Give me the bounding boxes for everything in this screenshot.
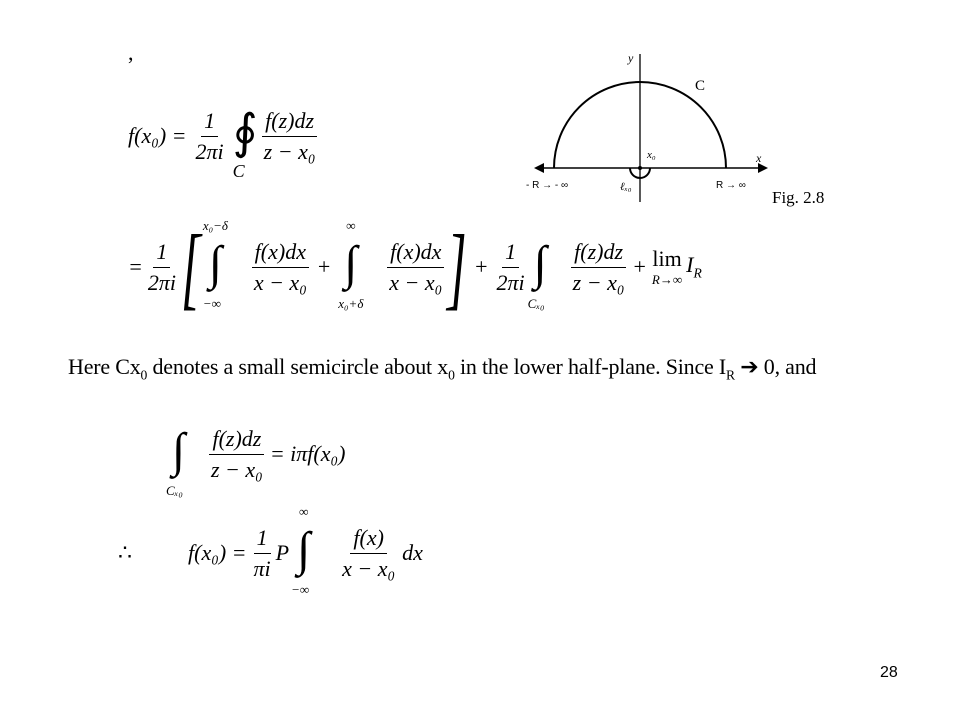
eq4-integral	[291, 504, 321, 597]
explanation-sentence	[68, 354, 816, 383]
eq2-integral-1	[202, 218, 233, 311]
sentence-part-2: denotes a small semicircle about x	[147, 354, 449, 379]
arrow-icon: ➔	[734, 354, 764, 379]
eq2-int1-num: f(x)dx	[252, 239, 309, 268]
right-limit-label: R → ∞	[716, 180, 746, 191]
eq2-integrand-1	[251, 239, 310, 296]
contour-integral-icon: ∮	[232, 106, 258, 159]
contour-c-label: C	[695, 78, 706, 94]
eq1-lhs: f(x₀) =	[128, 123, 187, 148]
x-axis-label: x	[756, 151, 762, 165]
eq1-coef-num: 1	[201, 108, 218, 137]
eq2-coefficient-2	[494, 239, 528, 296]
eq4-int-lower: −∞	[291, 582, 310, 597]
eq2-coef-den: 2πi	[147, 269, 176, 295]
eq2-int1-lower: −∞	[202, 296, 221, 311]
eq2-int2-num: f(x)dx	[387, 239, 444, 268]
eq2-equals: =	[128, 254, 143, 279]
page-number: 28	[880, 664, 898, 681]
eq4-integrand	[339, 525, 398, 582]
pole-point	[638, 166, 642, 170]
small-arc-label: ℓₓ₀	[620, 181, 632, 193]
integral-icon: ∫	[533, 237, 547, 290]
eq4-principal-p: P	[275, 540, 290, 565]
eq1-contour-integral	[231, 101, 258, 181]
eq2-integral-3	[527, 232, 558, 311]
sentence-part-4: 0, and	[763, 354, 817, 379]
eq4-coef-num: 1	[254, 525, 271, 554]
eq3-rhs: = iπf(x₀)	[269, 441, 346, 466]
eq2-lim-sub: R→∞	[651, 272, 683, 287]
sentence-part-3: in the lower half-plane. Since I	[454, 354, 727, 379]
eq3-int-lower: Cₓ₀	[166, 483, 183, 498]
eq2-limit	[652, 246, 682, 288]
eq2-int3-lower: Cₓ₀	[527, 296, 545, 311]
eq2-plus-3: +	[633, 254, 646, 279]
eq1-contour-label: C	[232, 161, 245, 181]
eq3-integral	[166, 419, 196, 498]
eq2-lim-term-main: I	[686, 252, 694, 278]
eq4-den: x − x₀	[342, 555, 396, 581]
eq3-num: f(z)dz	[209, 426, 264, 455]
eq2-int1-den: x − x₀	[253, 269, 307, 295]
eq1-coefficient	[193, 108, 227, 165]
stray-mark: ,	[128, 40, 134, 65]
eq2-int3-num: f(z)dz	[571, 239, 626, 268]
left-bracket-icon: [	[181, 216, 201, 318]
eq2-coef-num: 1	[153, 239, 170, 268]
eq3-integrand	[208, 426, 266, 483]
integral-icon: ∫	[172, 424, 186, 477]
figure-contour	[520, 42, 850, 212]
eq4-int-upper: ∞	[299, 504, 309, 519]
left-arrow-icon	[534, 163, 544, 173]
eq2-integral-2	[338, 218, 368, 311]
eq2-integrand-3	[570, 239, 628, 296]
sentence-sub-3: R	[726, 367, 735, 383]
equation-principal-value	[118, 504, 423, 598]
sentence-sub-2: 0	[448, 367, 455, 383]
eq3-den: z − x₀	[211, 456, 263, 482]
eq4-dx: dx	[402, 540, 423, 565]
contour-diagram	[520, 42, 780, 207]
eq2-plus-1: +	[317, 254, 331, 279]
eq2-coef2-num: 1	[502, 239, 519, 268]
y-axis-label: y	[628, 51, 634, 65]
integral-icon: ∫	[208, 237, 222, 290]
integral-icon: ∫	[297, 523, 311, 576]
eq4-num: f(x)	[350, 525, 387, 554]
eq1-integrand-den: z − x₀	[263, 138, 316, 164]
eq4-coefficient	[251, 525, 274, 582]
integral-icon: ∫	[344, 237, 358, 290]
equation-small-semicircle	[166, 414, 346, 498]
equation-cauchy-formula	[128, 96, 319, 181]
eq2-lim-term-sub: R	[693, 265, 702, 281]
eq4-coef-den: πi	[253, 555, 271, 581]
left-limit-label: - R → - ∞	[526, 180, 569, 191]
equation-principal-split	[128, 212, 702, 322]
eq2-int1-upper: x₀−δ	[202, 218, 228, 233]
eq2-limit-term	[686, 252, 702, 281]
eq2-coef2-den: 2πi	[496, 269, 525, 295]
right-bracket-icon: ]	[447, 216, 468, 318]
eq2-int2-lower: x₀+δ	[338, 296, 364, 311]
eq2-plus-2: +	[475, 254, 488, 279]
eq2-coefficient	[145, 239, 179, 296]
eq1-integrand-num: f(z)dz	[262, 108, 317, 137]
pole-label: x₀	[647, 149, 656, 161]
sentence-sub-1: 0	[140, 367, 148, 383]
eq1-coef-den: 2πi	[195, 138, 224, 164]
figure-caption: Fig. 2.8	[772, 188, 825, 207]
eq2-int2-upper: ∞	[346, 218, 356, 233]
eq2-lim-word: lim	[652, 246, 682, 271]
therefore-icon: ∴	[118, 540, 132, 565]
sentence-part-1: Here Cx	[68, 354, 141, 379]
eq2-int2-den: x − x₀	[389, 269, 443, 295]
eq4-lhs: f(x₀) =	[188, 540, 247, 565]
eq2-integrand-2	[386, 239, 445, 296]
eq1-integrand	[261, 108, 319, 165]
eq2-int3-den: z − x₀	[572, 269, 625, 295]
